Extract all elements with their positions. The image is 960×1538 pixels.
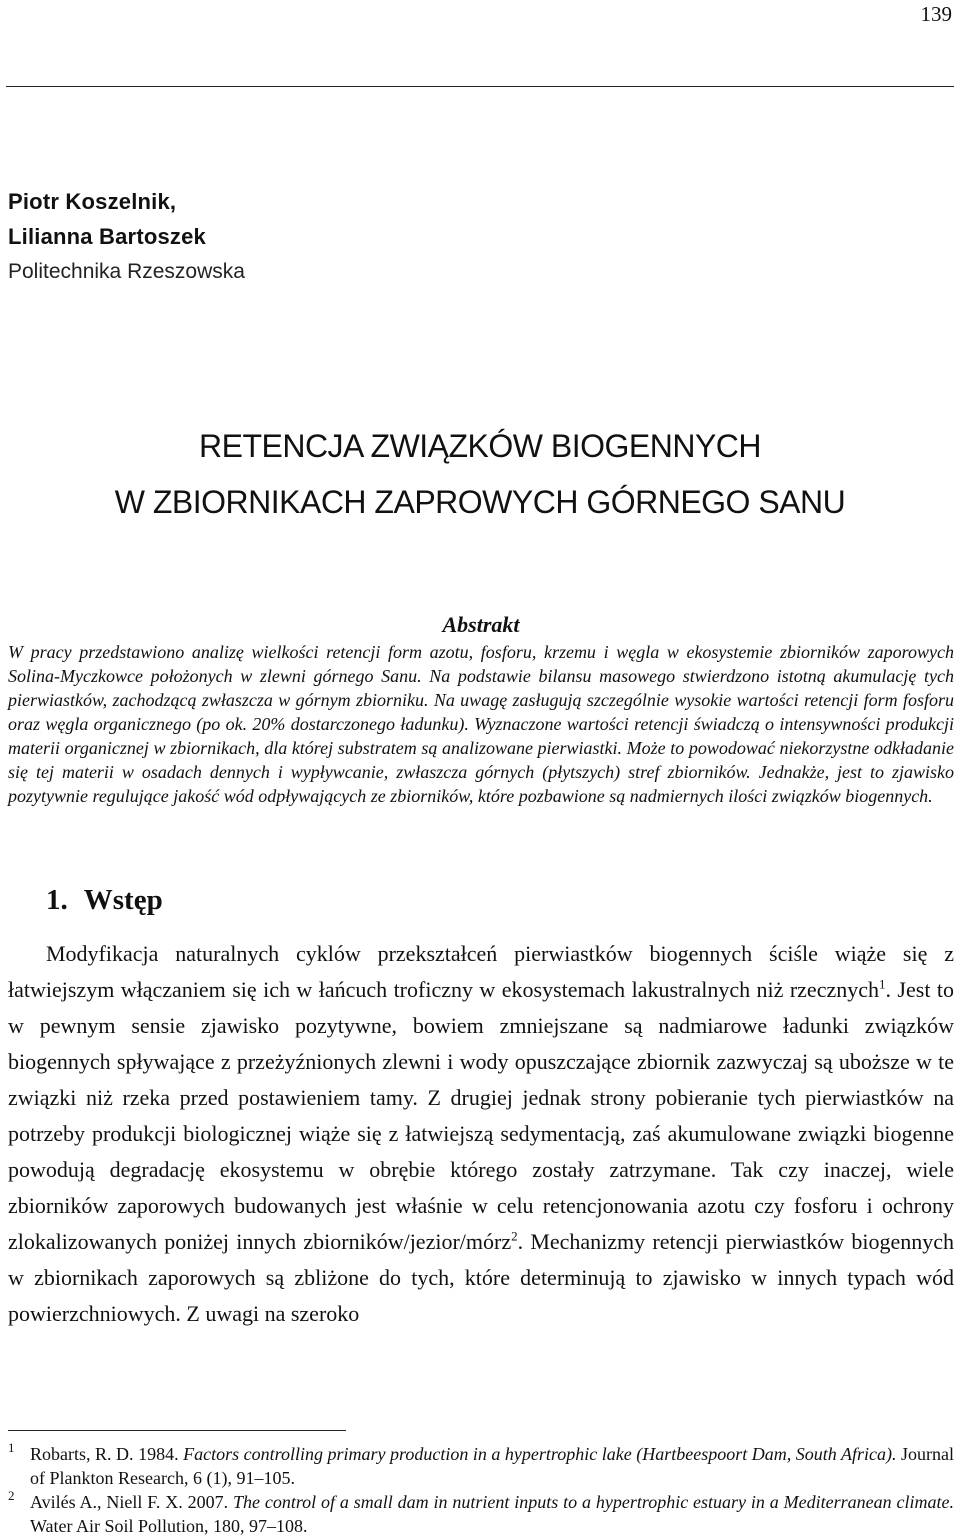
footnote-tail: Water Air Soil Pollution, 180, 97–108.	[30, 1516, 308, 1536]
footnote-ref: 1	[879, 976, 886, 992]
title-line-2: W ZBIORNIKACH ZAPROWYCH GÓRNEGO SANU	[114, 484, 846, 520]
abstract-heading: Abstrakt	[442, 612, 520, 637]
section-heading	[46, 884, 163, 917]
footnote-title: Factors controlling primary production in a hypertrophic lake (Hartbeespoort Dam, South Africa).	[183, 1444, 897, 1464]
abstract-text: W pracy przedstawiono analizę wielkości retencji form azotu, fosforu, krzemu i węgla w ekosystemie zbiorników zaporowych Solina-Myczkowce położonych w zlewni górnego Sanu. Na podstawie bilansu masowego stwierdzono istotną akumulację tych pierwiastków, zachodzącą zwłaszcza w górnym zbiorniku. Na uwagę zasługują szczególnie wysokie wartości retencji form fosforu oraz węgla organicznego (po ok. 20% dostarczonego ładunku). Wyznaczone wartości retencji świadczą o intensywności produkcji materii organicznej w zbiornikach, dla której substratem są analizowane pierwiastki. Może to powodować niekorzystne odkładanie się tej materii w osadach dennych i wypływcanie, zwłaszcza górnych (płytszych) stref zbiorników. Jednakże, jest to zjawisko pozytywnie regulujące jakość wód odpływających ze zbiorników, które pozbawione są nadmiernych ilości związków biogennych.	[8, 642, 954, 806]
title-line-1: RETENCJA ZWIĄZKÓW BIOGENNYCH	[198, 428, 762, 464]
header-rule	[6, 86, 954, 87]
body-paragraph	[8, 936, 954, 1332]
body-text-part: . Mechanizmy retencji pierwiastków biogennych w zbiornikach zaporowych są zbliżone do tych, które determinują to zjawisko w innych typach wód powierzchniowych. Z uwagi na szeroko	[8, 1229, 954, 1326]
author-block	[8, 184, 245, 289]
footnote-rule	[8, 1430, 346, 1431]
section-number: 1.	[46, 884, 68, 916]
abstract-section	[8, 610, 954, 808]
page-number: 139	[920, 2, 952, 26]
author-name: Lilianna Bartoszek	[8, 224, 206, 249]
footnote	[8, 1490, 954, 1538]
paper-title	[0, 418, 960, 530]
footnote-text	[30, 1442, 954, 1490]
footnote	[8, 1442, 954, 1490]
footnote-ref: 2	[511, 1228, 518, 1244]
footnote-lead: Avilés A., Niell F. X. 2007.	[30, 1492, 233, 1512]
footnotes	[8, 1442, 954, 1538]
body-text-part: . Jest to w pewnym sensie zjawisko pozytywne, bowiem zmniejszane są nadmiarowe ładunki związków biogennych spływające z przeżyźnionych zlewni i wody opuszczające zbiornik zazwyczaj są uboższe w te związki niż rzeka przed postawieniem tamy. Z drugiej jednak strony pobieranie tych pierwiastków na potrzeby produkcji biologicznej wiąże się z łatwiejszą sedymentacją, zaś akumulowane związki biogenne powodują degradację ekosystemu w obrębie którego zostały zatrzymane. Tak czy inaczej, wiele zbiorników zaporowych budowanych jest właśnie w celu retencjonowania azotu czy fosforu i ochrony zlokalizowanych poniżej innych zbiorników/jezior/mórz	[8, 977, 954, 1254]
footnote-number: 1	[8, 1440, 15, 1455]
footnote-title: The control of a small dam in nutrient inputs to a hypertrophic estuary in a Mediterranean climate.	[232, 1492, 954, 1512]
author-name: Piotr Koszelnik,	[8, 189, 177, 214]
body-text-part: Modyfikacja naturalnych cyklów przekształceń pierwiastków biogennych ściśle wiąże się z łatwiejszym włączaniem się ich w łańcuch troficzny w ekosystemach lakustralnych niż rzecznych	[8, 941, 954, 1002]
footnote-lead: Robarts, R. D. 1984.	[30, 1444, 184, 1464]
footnote-text	[30, 1490, 954, 1538]
affiliation: Politechnika Rzeszowska	[8, 260, 245, 283]
footnote-tail: Journal of Plankton Research, 6 (1), 91–105.	[30, 1444, 954, 1488]
footnote-number: 2	[8, 1488, 15, 1503]
section-title: Wstęp	[83, 884, 163, 916]
